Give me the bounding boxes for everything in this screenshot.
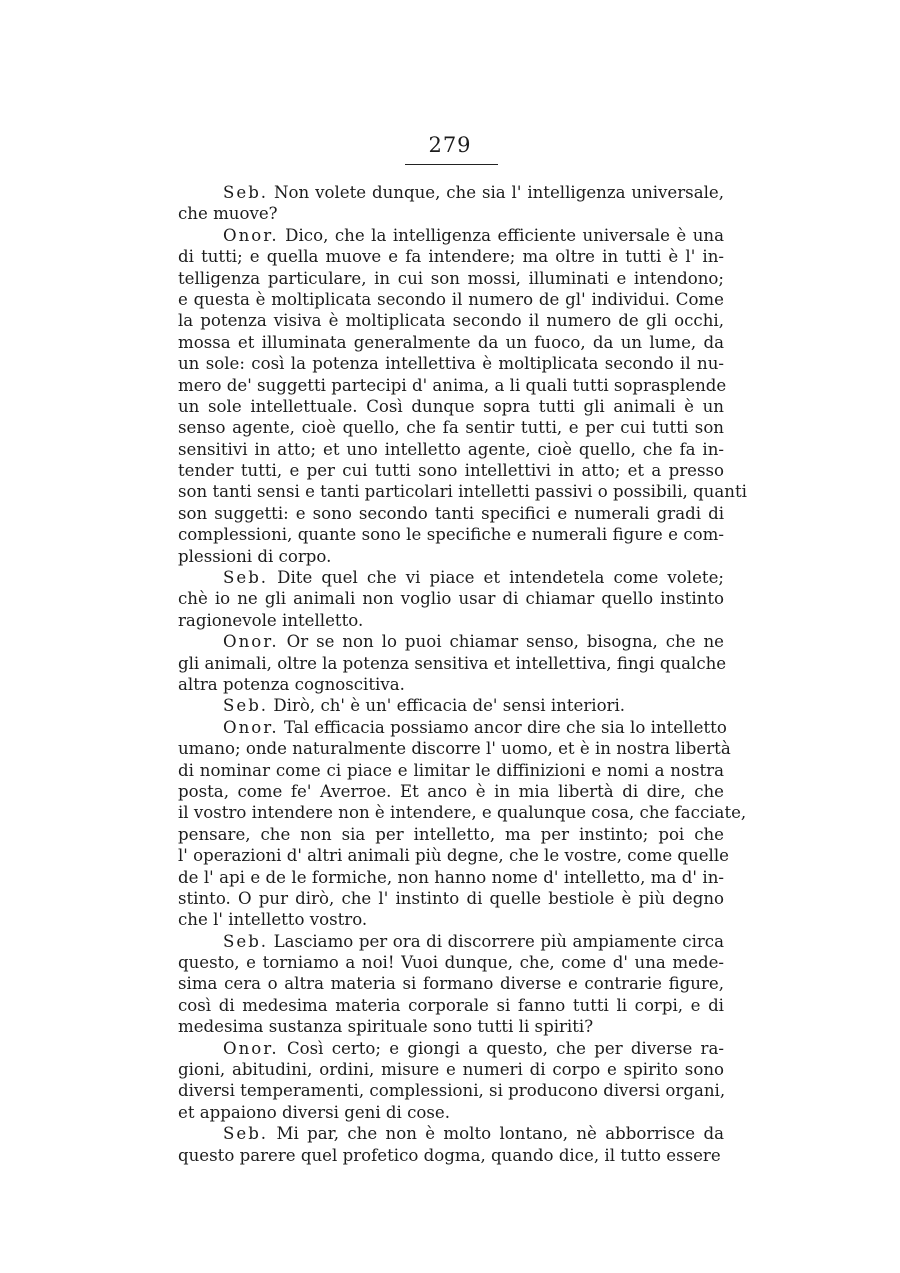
dialogue-line-first [178, 225, 724, 246]
line-text: pensare, che non sia per intelletto, ma per instinto; poi che [178, 824, 724, 844]
dialogue-line [178, 1080, 724, 1101]
dialogue-line [178, 310, 724, 331]
line-text: mero de' suggetti partecipi d' anima, a li quali tutti soprasplende [178, 375, 727, 395]
dialogue-line [178, 973, 724, 994]
line-text: di nominar come ci piace e limitar le diffinizioni e nomi a nostra [178, 760, 724, 780]
line-text: ragionevole intelletto. [178, 610, 364, 630]
dialogue-line [178, 332, 724, 353]
dialogue-line [178, 1059, 724, 1080]
line-text: la potenza visiva è moltiplicata secondo il numero de gli occhi, [178, 311, 724, 331]
dialogue-line [178, 588, 724, 609]
line-text: Non volete dunque, che sia l' intelligenza universale, [268, 183, 724, 202]
line-text: altra potenza cognoscitiva. [178, 674, 405, 694]
dialogue-line [178, 289, 724, 310]
speaker-name: Seb. [223, 931, 269, 951]
speaker-name: Onor. [223, 1038, 279, 1058]
line-text: così di medesima materia corporale si fanno tutti li corpi, e di [178, 995, 724, 1015]
line-text: sima cera o altra materia si formano diverse e contrarie figure, [178, 974, 724, 994]
speaker-name: Onor. [223, 225, 279, 245]
speaker-name: Onor. [223, 632, 279, 652]
page-number: 279 [428, 133, 472, 157]
line-text: diversi temperamenti, complessioni, si producono diversi organi, [178, 1081, 726, 1101]
line-text: son suggetti: e sono secondo tanti specifici e numerali gradi di [178, 503, 724, 523]
dialogue-line [178, 524, 724, 545]
line-text: umano; onde naturalmente discorre l' uomo, et è in nostra libertà [178, 739, 731, 759]
dialogue-line [178, 781, 724, 802]
line-text: Dite quel che vi piace et intendetela come volete; [268, 568, 724, 588]
line-text: medesima sustanza spirituale sono tutti li spiriti? [178, 1017, 594, 1037]
line-text: son tanti sensi e tanti particolari intelletti passivi o possibili, quanti [178, 482, 747, 502]
dialogue-line [178, 760, 724, 781]
line-text: un sole: così la potenza intellettiva è moltiplicata secondo il nu- [178, 354, 724, 374]
line-text: Tal efficacia possiamo ancor dire che sia lo intelletto [278, 717, 727, 737]
body-text [178, 182, 747, 1166]
dialogue-line [178, 546, 724, 567]
dialogue-line [178, 268, 724, 289]
dialogue-line [178, 867, 724, 888]
dialogue-line [178, 888, 724, 909]
line-text: il vostro intendere non è intendere, e qualunque cosa, che facciate, [178, 803, 747, 823]
dialogue-line [178, 909, 724, 930]
header-rule [405, 164, 498, 165]
dialogue-line-first [178, 1038, 724, 1059]
dialogue-line-first [178, 631, 724, 652]
dialogue-line [178, 802, 747, 823]
line-text: senso agente, cioè quello, che fa sentir tutti, e per cui tutti son [178, 418, 724, 438]
line-text: questo parere quel profetico dogma, quando dice, il tutto essere [178, 1145, 721, 1165]
dialogue-line [178, 1145, 724, 1166]
line-text: un sole intellettuale. Così dunque sopra tutti gli animali è un [178, 396, 724, 416]
dialogue-line [178, 203, 724, 224]
line-text: chè io ne gli animali non voglio usar di chiamar quello instinto [178, 589, 724, 609]
line-text: Dico, che la intelligenza efficiente universale è una [278, 225, 724, 245]
dialogue-line [178, 460, 724, 481]
dialogue-line [178, 674, 724, 695]
dialogue-line-first [178, 931, 724, 952]
dialogue-line [178, 845, 729, 866]
line-text: tender tutti, e per cui tutti sono intellettivi in atto; et a presso [178, 461, 724, 481]
dialogue-line [178, 1016, 724, 1037]
line-text: che l' intelletto vostro. [178, 910, 368, 930]
line-text: plessioni di corpo. [178, 546, 332, 566]
dialogue-line [178, 246, 724, 267]
dialogue-line [178, 503, 724, 524]
dialogue-line-first [178, 1123, 724, 1144]
line-text: Or se non lo puoi chiamar senso, bisogna, che ne [278, 632, 724, 652]
line-text: questo, e torniamo a noi! Vuoi dunque, che, come d' una mede- [178, 953, 724, 973]
dialogue-line [178, 353, 724, 374]
speaker-name: Seb. [223, 1124, 269, 1144]
line-text: gli animali, oltre la potenza sensitiva et intellettiva, fingi qualche [178, 653, 727, 673]
dialogue-line [178, 1102, 724, 1123]
line-text: posta, come fe' Averroe. Et anco è in mia libertà di dire, che [178, 781, 724, 801]
dialogue-line-first [178, 182, 724, 203]
line-text: che muove? [178, 204, 278, 224]
line-text: gioni, abitudini, ordini, misure e numeri di corpo e spirito sono [178, 1060, 724, 1080]
dialogue-line [178, 952, 724, 973]
speaker-name: Onor. [223, 717, 279, 737]
line-text: Così certo; e giongi a questo, che per diverse ra- [278, 1038, 724, 1058]
line-text: et appaiono diversi geni di cose. [178, 1102, 451, 1122]
dialogue-line [178, 481, 747, 502]
dialogue-line [178, 995, 724, 1016]
line-text: Lasciamo per ora di discorrere più ampiamente circa [268, 931, 724, 951]
dialogue-line-first [178, 567, 724, 588]
line-text: de l' api e de le formiche, non hanno nome d' intelletto, ma d' in- [178, 867, 724, 887]
dialogue-line [178, 396, 724, 417]
speaker-name: Seb. [223, 183, 269, 202]
line-text: di tutti; e quella muove e fa intendere; ma oltre in tutti è l' in- [178, 247, 724, 267]
line-text: telligenza particulare, in cui son mossi, illuminati e intendono; [178, 268, 724, 288]
dialogue-line-first [178, 717, 727, 738]
dialogue-line [178, 824, 724, 845]
dialogue-line [178, 439, 724, 460]
speaker-name: Seb. [223, 696, 269, 716]
line-text: sensitivi in atto; et uno intelletto agente, cioè quello, che fa in- [178, 439, 724, 459]
line-text: e questa è moltiplicata secondo il numero de gl' individui. Come [178, 289, 724, 309]
dialogue-line-first [178, 695, 724, 716]
line-text: Dirò, ch' è un' efficacia de' sensi interiori. [268, 696, 626, 716]
speaker-name: Seb. [223, 568, 269, 588]
dialogue-line [178, 653, 727, 674]
line-text: l' operazioni d' altri animali più degne, che le vostre, come quelle [178, 846, 729, 866]
line-text: mossa et illuminata generalmente da un fuoco, da un lume, da [178, 332, 724, 352]
dialogue-line [178, 375, 727, 396]
dialogue-line [178, 738, 731, 759]
line-text: complessioni, quante sono le specifiche e numerali figure e com- [178, 525, 724, 545]
line-text: Mi par, che non è molto lontano, nè abborrisce da [268, 1124, 724, 1144]
dialogue-line [178, 610, 724, 631]
dialogue-line [178, 417, 724, 438]
line-text: stinto. O pur dirò, che l' instinto di quelle bestiole è più degno [178, 888, 724, 908]
